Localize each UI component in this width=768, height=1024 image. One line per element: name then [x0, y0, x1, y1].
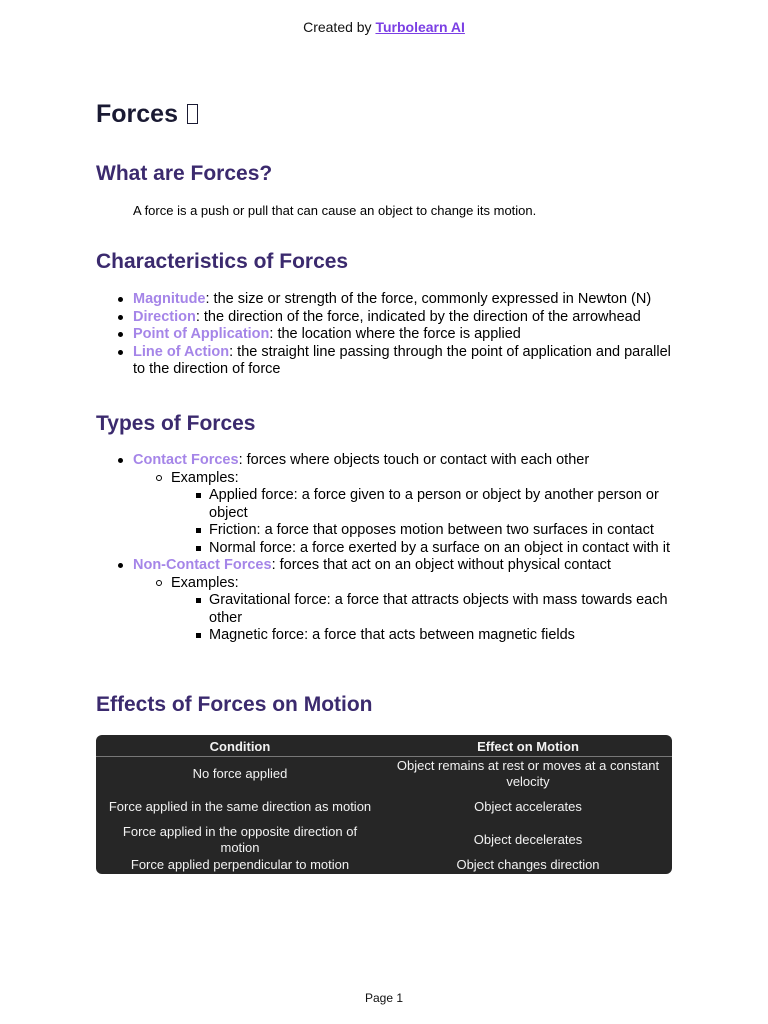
- examples-list: [133, 575, 672, 645]
- section-heading-effects: Effects of Forces on Motion: [96, 693, 373, 716]
- table-row: [96, 856, 672, 874]
- term-contact-forces: Contact Forces: [133, 452, 239, 468]
- example-items: [171, 487, 672, 557]
- example-items: [171, 592, 672, 645]
- turbolearn-link[interactable]: Turbolearn AI: [375, 19, 465, 35]
- list-item: Applied force: a force given to a person or object by another person or object: [171, 487, 672, 522]
- section-heading-what: What are Forces?: [96, 162, 273, 185]
- list-item: Normal force: a force exerted by a surface on an object in contact with it: [171, 540, 672, 558]
- table-cell: Force applied in the opposite direction of motion: [122, 823, 358, 855]
- list-item: [133, 575, 672, 645]
- list-item: [96, 452, 672, 557]
- examples-label: Examples:: [171, 574, 239, 591]
- page-title-text: Forces: [96, 100, 178, 128]
- effects-table: [96, 735, 672, 874]
- page-number: Page 1: [364, 991, 404, 1005]
- list-item: [96, 309, 672, 327]
- examples-label: Examples:: [171, 469, 239, 486]
- types-list: [96, 452, 672, 645]
- table-cell: Object accelerates: [474, 798, 582, 814]
- list-item: Gravitational force: a force that attracts objects with mass towards each other: [171, 592, 672, 627]
- table-cell: Force applied perpendicular to motion: [130, 857, 350, 872]
- table-header-row: [96, 735, 672, 757]
- list-item: [96, 326, 672, 344]
- section-text-what: A force is a push or pull that can cause an object to change its motion.: [133, 203, 537, 218]
- column-header-condition: Condition: [96, 735, 384, 757]
- term-description: : the straight line passing through the point of application and parallel to the direction of force: [133, 343, 671, 377]
- column-header-effect: Effect on Motion: [384, 735, 672, 757]
- credit-prefix: Created by: [303, 19, 372, 35]
- list-item: Friction: a force that opposes motion between two surfaces in contact: [171, 522, 672, 540]
- section-heading-characteristics: Characteristics of Forces: [96, 250, 349, 273]
- table-cell: Object decelerates: [473, 831, 583, 847]
- table-row: [96, 757, 672, 790]
- term-line-of-action: Line of Action: [133, 343, 230, 360]
- term-description: : the size or strength of the force, commonly expressed in Newton (N): [205, 291, 652, 307]
- list-item: [133, 470, 672, 558]
- term-description: : the direction of the force, indicated by the direction of the arrowhead: [195, 308, 641, 325]
- list-item: [96, 557, 672, 645]
- term-magnitude: Magnitude: [133, 291, 206, 307]
- term-point-of-application: Point of Application: [133, 326, 270, 342]
- term-non-contact-forces: Non-Contact Forces: [133, 557, 272, 573]
- section-heading-types: Types of Forces: [96, 412, 256, 435]
- credit-line: [0, 19, 768, 35]
- term-description: : the location where the force is applied: [269, 326, 521, 342]
- term-description: : forces where objects touch or contact with each other: [238, 452, 590, 468]
- list-item: [96, 344, 672, 379]
- page-title: [96, 96, 198, 132]
- characteristics-list: [96, 291, 672, 379]
- missing-glyph-icon: [187, 104, 198, 124]
- table-row: [96, 823, 672, 856]
- term-description: : forces that act on an object without physical contact: [271, 557, 611, 573]
- table-cell: No force applied: [192, 765, 288, 781]
- list-item: [96, 291, 672, 309]
- table-cell: Force applied in the same direction as motion: [108, 798, 372, 814]
- term-direction: Direction: [133, 308, 196, 325]
- table-cell: Object changes direction: [456, 857, 600, 872]
- list-item: Magnetic force: a force that acts between magnetic fields: [171, 627, 672, 645]
- table-cell: Object remains at rest or moves at a constant velocity: [396, 757, 660, 789]
- table-row: [96, 790, 672, 823]
- examples-list: [133, 470, 672, 558]
